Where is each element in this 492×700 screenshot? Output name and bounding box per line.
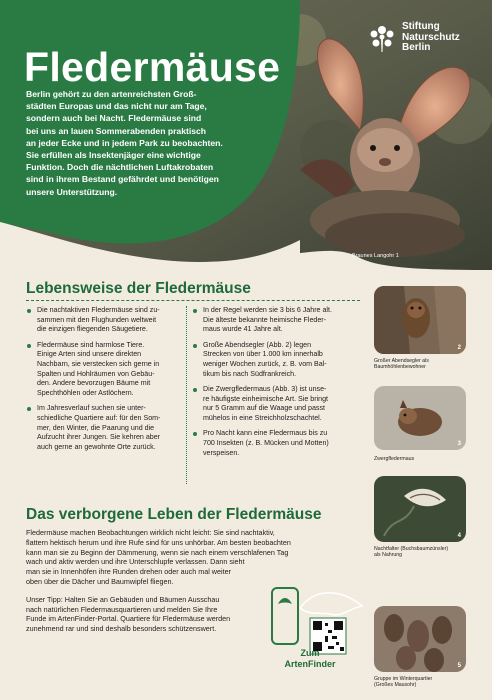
list-item: Im Jahresverlauf suchen sie unter- schiedliche Quartiere auf: für den Som- mer, den Winter, die Paarung und die Aufzucht ihrer Jungen. Sie kehren aber auch gerne an gewohnte Orte zurück.	[26, 404, 186, 453]
list-item: Fledermäuse sind harmlose Tiere. Einige Arten sind unsere direkten Nachbarn, sie verstecken sich gerne in Spalten und Hohlräumen von Gebäu- den. Andere bevorzugen Bäume mit Spechthöhlen oder Astlöchern.	[26, 341, 186, 399]
flower-logo-icon	[366, 22, 398, 54]
photo-caption: Großer Abendsegler als Baumhöhlenbewohner	[374, 358, 429, 371]
photo-winterquartier: 5	[374, 606, 466, 672]
section-title-lebensweise: Lebensweise der Fledermäuse	[26, 280, 251, 297]
section-title-verborgene-leben: Das verborgene Leben der Fledermäuse	[26, 506, 322, 523]
logo-text: Stiftung Naturschutz Berlin	[402, 21, 460, 54]
header	[0, 0, 492, 270]
photo-caption: Zwergfledermaus	[374, 456, 415, 462]
facts-column-right	[192, 306, 352, 464]
bat-outline-icon	[300, 593, 362, 615]
artenfinder-link[interactable]: Zum ArtenFinder	[284, 648, 336, 669]
facts-column-left	[26, 306, 186, 458]
paragraph-tip: Unser Tipp: Halten Sie an Gebäuden und Bäumen Ausschau nach natürlichen Fledermausquartieren und melden Sie Ihre Funde im ArtenFinder-Portal. Quartiere für Fledermäuse werden zunehmend rar und sind deshalb besonders schützenswert.	[26, 594, 231, 634]
column-divider	[186, 306, 187, 484]
photo-abendsegler: 2	[374, 286, 466, 354]
phone-icon	[272, 588, 298, 644]
header-photo-caption: Braunes Langohr 1	[352, 253, 399, 259]
list-item: Pro Nacht kann eine Fledermaus bis zu 700 Insekten (z. B. Mücken und Motten) verspeisen.	[192, 429, 352, 458]
section-divider	[26, 300, 360, 301]
photo-zwergfledermaus: 3	[374, 386, 466, 450]
photo-caption: Nachtfalter (Buchsbaumzünsler) als Nahrung	[374, 546, 449, 559]
stiftung-logo	[366, 22, 460, 54]
list-item: In der Regel werden sie 3 bis 6 Jahre alt. Die älteste bekannte heimische Fleder- maus wurde 41 Jahre alt.	[192, 306, 352, 335]
artenfinder-graphic[interactable]	[270, 578, 370, 688]
paragraph-observation: Fledermäuse machen Beobachtungen wirklich nicht leicht: Sie sind nachtaktiv, flattern hektisch herum und ihre Rufe sind für uns unhörbar. Am besten beobachten kann man sie zu Beginn der Dämmerung, wenn sie nach einem verschlafenen Tag wach und aktiv werden und ihre Unterschlupfe verlassen. Dann sieht man sie in Innenhöfen ihre Runden drehen oder auch mal weiter oben über die Dächer und Baumwipfel fliegen.	[26, 528, 291, 586]
intro-text: Berlin gehört zu den artenreichsten Groß- städten Europas und das nicht nur am Tage, sondern auch bei Nacht. Fledermäuse sind bei uns an lauen Sommerabenden praktisch an jeder Ecke und in jedem Park zu beobachten. Sie erfüllen als Insektenjäger eine wichtige Funktion. Doch die nächtlichen Luftakrobaten sind in ihrem Bestand gefährdet und benötigen unsere Unterstützung.	[26, 89, 223, 197]
list-item: Die nachtaktiven Fledermäuse sind zu- sammen mit den Flughunden weltweit die einzigen fliegenden Säugetiere.	[26, 306, 186, 335]
list-item: Große Abendsegler (Abb. 2) legen Strecken von über 1.000 km innerhalb weniger Wochen zurück, z. B. vom Bal- tikum bis nach Südfrankreich.	[192, 341, 352, 380]
photo-caption: Gruppe im Winterquartier (Großes Mausohr)	[374, 676, 433, 689]
page-title: Fledermäuse	[24, 44, 281, 90]
list-item: Die Zwergfledermaus (Abb. 3) ist unse- re häufigste einheimische Art. Sie bringt nur 5 Gramm auf die Waage und passt mühelos in eine Streichholzschachtel.	[192, 385, 352, 424]
photo-nachtfalter: 4	[374, 476, 466, 542]
